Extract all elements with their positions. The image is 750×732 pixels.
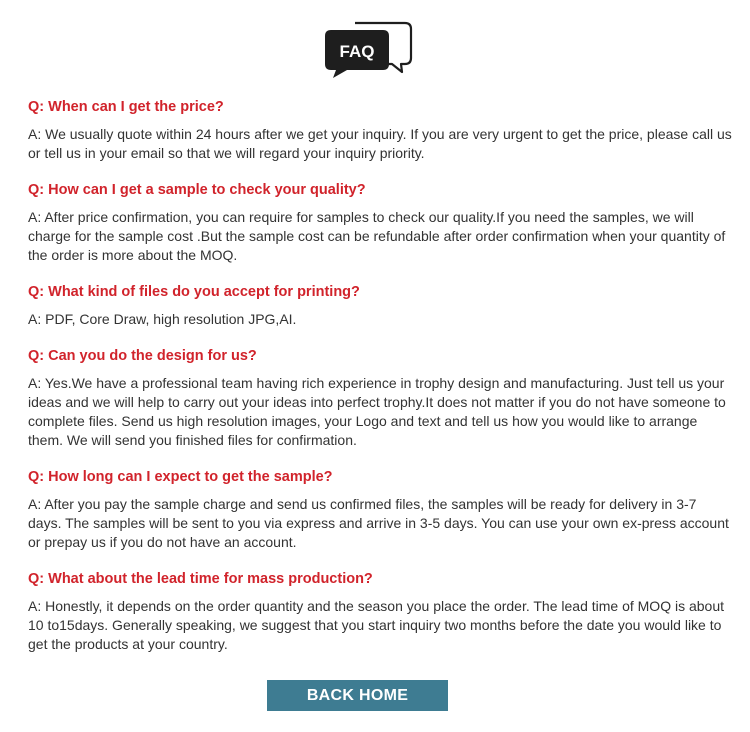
faq-item: [28, 98, 733, 163]
faq-answer: A: Honestly, it depends on the order quantity and the season you place the order. The lead time of MOQ is about 10 to15days. Generally speaking, we suggest that you start inquiry two months before the date you would like to get the products at your country.: [28, 598, 725, 652]
faq-list: [28, 98, 733, 654]
faq-item: [28, 283, 733, 329]
faq-answer: A: Yes.We have a professional team having rich experience in trophy design and manufacturing. Just tell us your ideas and we will help to carry out your ideas into perfect trophy.It does not matter if you do not have someone to complete files. Send us high resolution images, your Logo and text and tell us how you would like to arrange them. We will send you finished files for confirmation.: [28, 375, 726, 448]
faq-question: Q: What about the lead time for mass production?: [28, 571, 373, 587]
faq-item: [28, 570, 733, 654]
faq-answer: A: We usually quote within 24 hours after we get your inquiry. If you are very urgent to get the price, please call us or tell us in your email so that we will regard your inquiry priority.: [28, 126, 732, 161]
faq-question: Q: What kind of files do you accept for printing?: [28, 284, 360, 300]
faq-item: [28, 347, 733, 450]
faq-answer: A: After price confirmation, you can require for samples to check our quality.If you need the samples, we will charge for the sample cost .But the sample cost can be refundable after order confirmation when your quantity of the order is more about the MOQ.: [28, 209, 726, 263]
faq-question: Q: How long can I expect to get the sample?: [28, 469, 333, 485]
faq-answer: A: After you pay the sample charge and send us confirmed files, the samples will be ready for delivery in 3-7 days. The samples will be sent to you via express and arrive in 3-5 days. You can use your own ex-press account or prepay us if you do not have an account.: [28, 496, 729, 550]
faq-item: [28, 468, 733, 552]
faq-question: Q: When can I get the price?: [28, 99, 224, 115]
faq-question: Q: Can you do the design for us?: [28, 348, 257, 364]
faq-item: [28, 181, 733, 265]
faq-question: Q: How can I get a sample to check your quality?: [28, 182, 366, 198]
back-home-button[interactable]: BACK HOME: [267, 680, 448, 711]
speech-bubbles-icon: [325, 20, 413, 80]
faq-logo: [325, 20, 413, 80]
faq-answer: A: PDF, Core Draw, high resolution JPG,AI.: [28, 311, 297, 327]
logo-text: FAQ: [339, 42, 375, 61]
